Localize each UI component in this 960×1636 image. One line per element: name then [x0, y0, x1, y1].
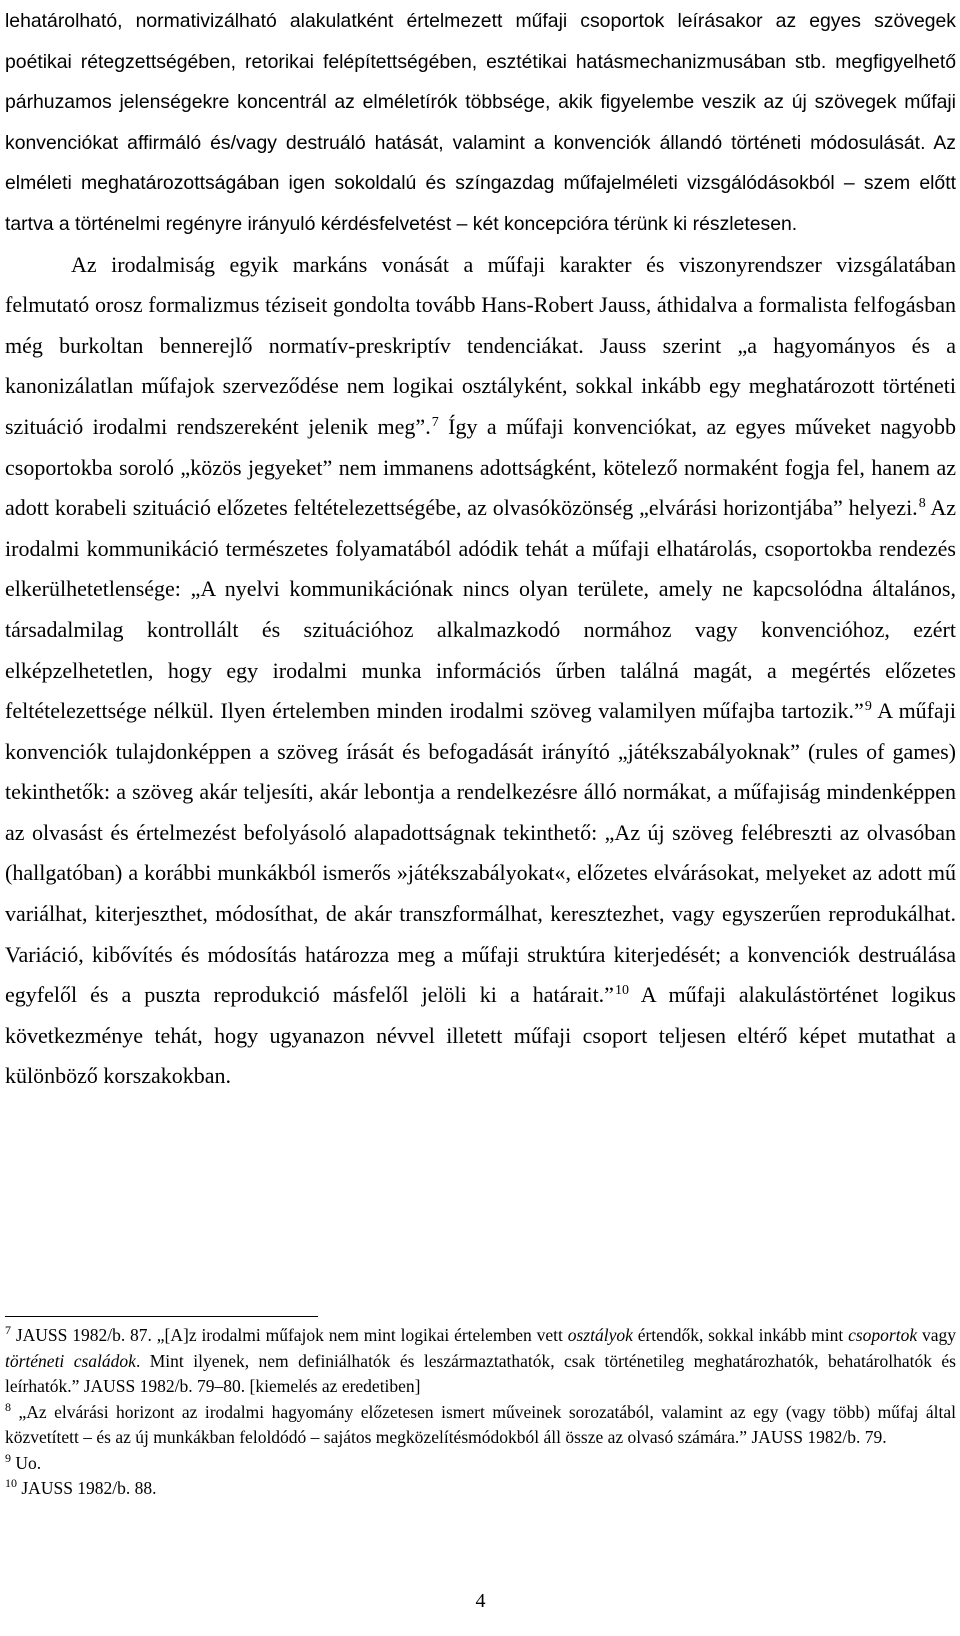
footnote-number: 9 [5, 1450, 11, 1465]
footnote-7-emphasis-1: osztályok [567, 1325, 633, 1345]
footnote-8 [5, 1400, 956, 1451]
footnote-8-text: „Az elvárási horizont az irodalmi hagyomány előzetesen ismert műveinek sorozatából, valamint az egy (vagy több) műfaj által közvetített – és az új munkákban feloldódó – sajátos megközelítésmódokból áll össze az olvasó számára.” JAUSS 1982/b. 79. [5, 1401, 956, 1447]
footnote-ref-7[interactable]: 7 [431, 414, 439, 430]
footnote-ref-9[interactable]: 9 [864, 699, 872, 715]
footnote-number: 10 [5, 1476, 17, 1490]
footnote-9-text: Uo. [11, 1452, 42, 1473]
footnote-7-emphasis-3: történeti családok [5, 1350, 136, 1371]
paragraph-2-segment-4: A műfaji konvenciók tulajdonképpen a szöveg írását és befogadását irányító „játékszabályoknak” (rules of games) tekinthetők: a szöveg akár teljesíti, akár lebontja a rendelkezésre álló normákat, a műfajiság mindenképpen az olvasást és értelmezést befolyásoló alapadottságnak tekinthető: „Az új szöveg felébreszti az olvasóban (hallgatóban) a korábbi munkákból ismerős »játékszabályokat«, előzetes elvárásokat, melyeket az adott mű variálhat, kiterjeszthet, módosíthat, de akár transzformálhat, keresztezhet, vagy egyszerűen reprodukálhat. Variáció, kibővítés és módosítás határozza meg a műfaji struktúra kiterjedését; a konvenciók destruálása egyfelől és a puszta reprodukció másfelől jelöli ki a határait.” [5, 698, 956, 1008]
footnote-7-text-a: JAUSS 1982/b. 87. „[A]z irodalmi műfajok nem mint logikai értelemben vett [11, 1325, 568, 1345]
paragraph-2-segment-2: Így a műfaji konvenciókat, az egyes műveket nagyobb csoportokba soroló „közös jegyeket” nem immanens adottságként, kötelező normaként fogja fel, hanem az adott korabeli szituáció előzetes feltételezettségébe, az olvasóközönség „elvárási horizontjába” helyezi. [5, 413, 956, 521]
footnote-7-text-c: vagy [917, 1325, 956, 1345]
footnote-7-text-b: értendők, sokkal inkább mint [632, 1325, 849, 1345]
paragraph-2-segment-5: A műfaji alakulástörténet logikus következménye tehát, hogy ugyanazon névvel illetett műfaji csoport teljesen eltérő képet mutathat a különböző korszakokban. [5, 982, 956, 1089]
footnote-9 [5, 1451, 956, 1477]
footnotes [5, 1323, 956, 1502]
footnote-separator [5, 1316, 318, 1317]
paragraph-2-segment-1: Az irodalmiság egyik markáns vonását a műfaji karakter és viszonyrendszer vizsgálatában felmutató orosz formalizmus téziseit gondolta tovább Hans-Robert Jauss, áthidalva a formalista felfogásban még burkoltan bennerejlő normatív-preskriptív tendenciákat. Jauss szerint „a hagyományos és a kanonizálatlan műfajok szerveződése nem logikai osztályként, sokkal inkább egy meghatározott történeti szituáció irodalmi rendszereként jelenik meg”. [5, 251, 956, 439]
body-paragraph-2 [5, 245, 956, 1097]
page-number: 4 [475, 1590, 486, 1612]
footnote-10-text: JAUSS 1982/b. 88. [17, 1478, 157, 1498]
footnote-7-emphasis-2: csoportok [848, 1325, 918, 1345]
paragraph-2-segment-3: Az irodalmi kommunikáció természetes folyamatából adódik tehát a műfaji elhatárolás, csoportokba rendezés elkerülhetetlensége: „A nyelvi kommunikációnak nincs olyan területe, amely ne kapcsolódna általános, társadalmilag kontrollált és szituációhoz alkalmazkodó normához vagy konvencióhoz, ezért elképzelhetetlen, hogy egy irodalmi munka információs űrben találná magát, a megértés előzetes feltételezettsége nélkül. Ilyen értelemben minden irodalmi szöveg valamilyen műfajba tartozik.” [5, 495, 956, 724]
footnote-number: 7 [5, 1323, 11, 1337]
footnote-7 [5, 1323, 956, 1400]
footnote-number: 8 [5, 1399, 11, 1414]
footnote-ref-10[interactable]: 10 [614, 983, 629, 999]
footnote-10 [5, 1476, 956, 1502]
footnote-7-text-d: . Mint ilyenek, nem definiálhatók és leszármaztathatók, csak történetileg meghatározhatók, behatárolhatók és leírhatók.” JAUSS 1982/b. 79–80. [kiemelés az eredetiben] [5, 1350, 956, 1396]
document-page [5, 0, 956, 1636]
paragraph-1-text: lehatárolható, normativizálható alakulatként értelmezett műfaji csoportok leírásakor az egyes szövegek poétikai rétegzettségében, retorikai felépítettségében, esztétikai hatásmechanizmusában stb. megfigyelhető párhuzamos jelenségekre koncentrál az elméletírók többsége, akik figyelembe veszik az új szövegek műfaji konvenciókat affirmáló és/vagy destruáló hatását, valamint a konvenciók állandó történeti módosulását. Az elméleti meghatározottságában igen sokoldalú és színgazdag műfajelméleti vizsgálódásokból – szem előtt tartva a történelmi regényre irányuló kérdésfelvetést – két koncepcióra térünk ki részletesen. [5, 10, 956, 235]
body-paragraph-1 [5, 1, 956, 245]
footnote-ref-8[interactable]: 8 [918, 496, 926, 512]
